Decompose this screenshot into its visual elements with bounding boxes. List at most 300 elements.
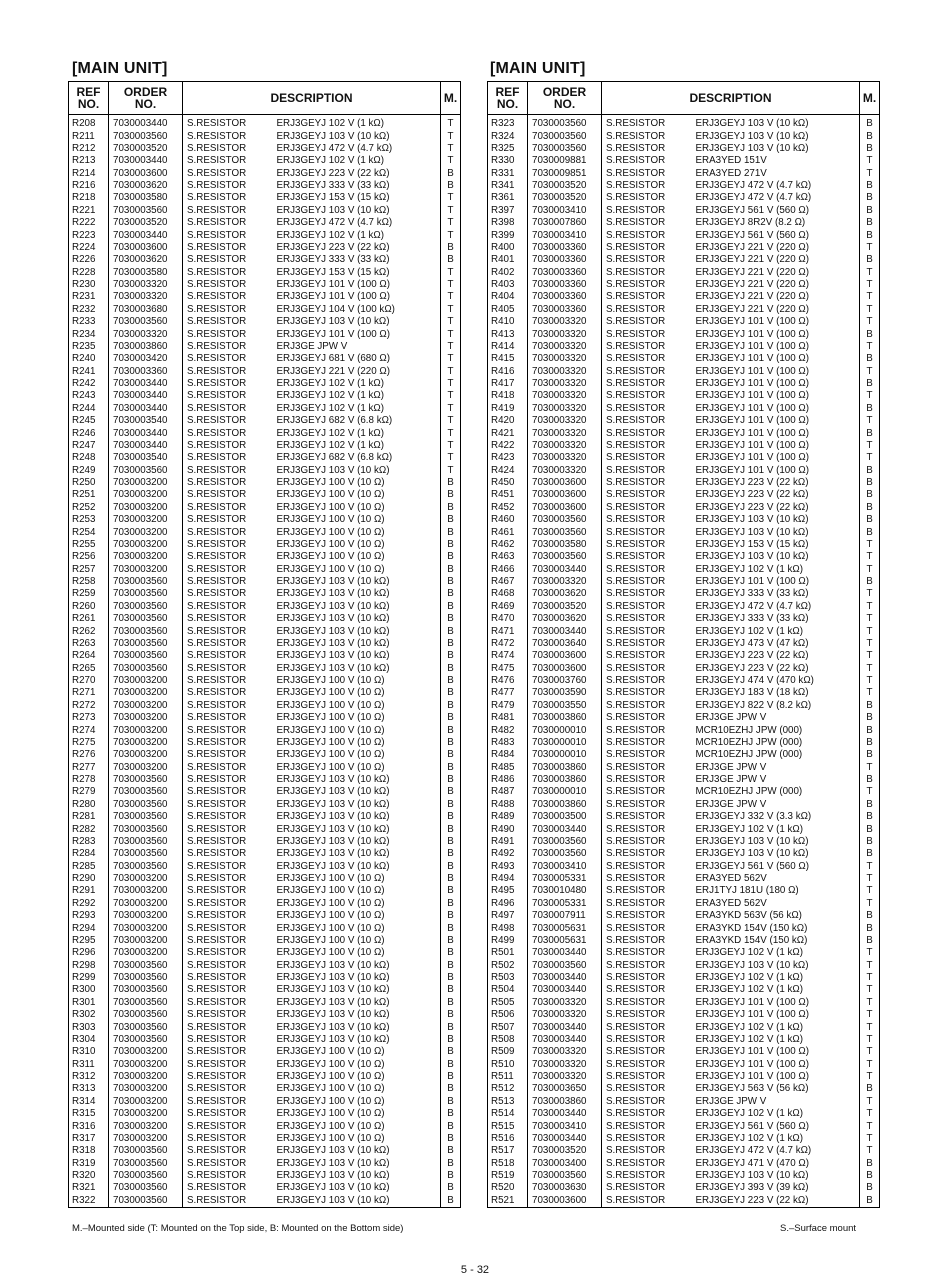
table-row [69,551,461,563]
part-type-cell: S.RESISTOR [187,1170,247,1182]
part-type-cell: S.RESISTOR [606,1194,666,1206]
ref-no-cell: R317 [69,1133,109,1145]
table-row [69,217,461,229]
description-cell: ERJ3GEYJ 103 V (10 kΩ) [692,836,860,848]
description-cell: ERA3YED 562V [692,898,860,910]
ref-no-cell: R486 [488,774,528,786]
ref-no-cell: R255 [69,539,109,551]
description-cell: ERJ3GEYJ 101 V (100 Ω) [692,316,860,328]
description-cell: ERJ3GEYJ 472 V (4.7 kΩ) [692,180,860,192]
ref-no-cell: R272 [69,700,109,712]
description-cell: ERJ3GEYJ 103 V (10 kΩ) [273,205,441,217]
mounted-side-legend: M.–Mounted side (T: Mounted on the Top side, B: Mounted on the Bottom side) [72,1223,404,1234]
mounted-side-cell: B [866,427,873,439]
order-no-cell: 7030003440 [109,403,183,415]
part-type-cell: S.RESISTOR [606,910,666,922]
description-cell: ERJ3GEYJ 473 V (47 kΩ) [692,638,860,650]
table-row [69,650,461,662]
part-type-cell: S.RESISTOR [606,563,666,575]
description-cell: ERJ3GEYJ 153 V (15 kΩ) [273,267,441,279]
ref-no-cell: R232 [69,304,109,316]
table-row [69,353,461,365]
mounted-side-cell: B [866,798,873,810]
description-cell: ERJ3GE JPW V [692,712,860,724]
part-type-cell: S.RESISTOR [606,972,666,984]
mounted-side-cell: B [447,254,454,266]
order-no-cell: 7030003560 [109,576,183,588]
order-no-cell: 7030005631 [528,935,602,947]
part-type-cell: S.RESISTOR [606,489,666,501]
table-row [69,997,461,1009]
description-cell: ERJ3GEYJ 101 V (100 Ω) [273,291,441,303]
mounted-side-cell: T [866,316,873,328]
part-type-cell: S.RESISTOR [187,860,247,872]
order-no-cell: 7030003200 [109,700,183,712]
ref-no-cell: R484 [488,749,528,761]
description-cell: ERJ3GEYJ 101 V (100 Ω) [692,465,860,477]
mounted-side-cell: T [866,675,873,687]
mounted-side-cell: B [866,1170,873,1182]
table-row [69,1195,461,1208]
part-type-cell: S.RESISTOR [606,1046,666,1058]
mounted-side-cell: B [447,1071,454,1083]
mounted-side-cell: T [447,130,454,142]
description-cell: ERJ3GEYJ 103 V (10 kΩ) [273,1170,441,1182]
part-type-cell: S.RESISTOR [187,811,247,823]
part-type-cell: S.RESISTOR [187,1021,247,1033]
part-type-cell: S.RESISTOR [187,254,247,266]
order-no-cell: 7030003560 [109,625,183,637]
description-cell: ERJ3GEYJ 223 V (22 kΩ) [692,489,860,501]
mounted-side-cell: T [447,229,454,241]
mounted-side-cell: B [447,1108,454,1120]
ref-no-cell: R292 [69,898,109,910]
table-row [69,489,461,501]
description-cell: ERJ3GEYJ 8R2V (8.2 Ω) [692,217,860,229]
table-row [69,1170,461,1182]
order-no-cell: 7030003320 [528,390,602,402]
ref-no-cell: R506 [488,1009,528,1021]
table-header-row [488,82,880,115]
description-cell: ERJ3GEYJ 100 V (10 Ω) [273,675,441,687]
table-row [69,786,461,798]
order-no-cell: 7030003620 [109,254,183,266]
mounted-side-cell: T [447,328,454,340]
description-cell: ERJ3GEYJ 103 V (10 kΩ) [273,588,441,600]
part-type-cell: S.RESISTOR [187,910,247,922]
table-row [488,947,880,959]
ref-no-cell: R361 [488,192,528,204]
ref-no-cell: R314 [69,1096,109,1108]
order-no-cell: 7030003200 [109,564,183,576]
part-type-cell: S.RESISTOR [187,390,247,402]
mounted-side-cell: T [866,1132,873,1144]
table-row [488,440,880,452]
description-cell: ERJ3GEYJ 102 V (1 kΩ) [273,115,441,131]
part-type-cell: S.RESISTOR [606,514,666,526]
table-row [488,638,880,650]
mounted-side-cell: T [866,996,873,1008]
order-no-cell: 7030003200 [109,1133,183,1145]
description-cell: ERJ3GEYJ 103 V (10 kΩ) [692,130,860,142]
description-cell: ERJ3GEYJ 103 V (10 kΩ) [273,650,441,662]
description-cell: ERJ3GEYJ 101 V (100 Ω) [692,452,860,464]
ref-no-cell: R283 [69,836,109,848]
description-cell: ERJ3GEYJ 682 V (6.8 kΩ) [273,415,441,427]
table-row [488,984,880,996]
part-type-cell: S.RESISTOR [187,1108,247,1120]
ref-no-cell: R273 [69,712,109,724]
order-no-cell: 7030003320 [528,427,602,439]
order-no-cell: 7030003440 [109,115,183,131]
mounted-side-cell: B [447,576,454,588]
description-cell: ERJ3GEYJ 100 V (10 Ω) [273,947,441,959]
mounted-side-cell: B [866,749,873,761]
table-row [488,155,880,167]
description-cell: ERJ3GE JPW V [692,1096,860,1108]
ref-no-cell: R450 [488,477,528,489]
description-cell: ERJ3GEYJ 221 V (220 Ω) [692,304,860,316]
table-row [69,799,461,811]
table-row [488,861,880,873]
mounted-side-cell: B [447,489,454,501]
ref-no-cell: R260 [69,601,109,613]
part-type-cell: S.RESISTOR [187,365,247,377]
ref-no-cell: R493 [488,861,528,873]
description-cell: ERJ3GEYJ 333 V (33 kΩ) [692,588,860,600]
description-cell: ERJ3GEYJ 103 V (10 kΩ) [273,960,441,972]
ref-no-cell: R216 [69,180,109,192]
part-type-cell: S.RESISTOR [187,378,247,390]
part-type-cell: S.RESISTOR [606,303,666,315]
order-no-cell: 7030007860 [528,217,602,229]
table-row [69,922,461,934]
mounted-side-cell: B [447,749,454,761]
table-row [69,465,461,477]
part-type-cell: S.RESISTOR [606,1120,666,1132]
part-type-cell: S.RESISTOR [187,724,247,736]
mounted-side-cell: T [866,761,873,773]
order-no-cell: 7030003440 [528,564,602,576]
mounted-side-cell: B [447,934,454,946]
order-no-cell: 7030003540 [109,415,183,427]
part-type-cell: S.RESISTOR [187,551,247,563]
table-row [69,1158,461,1170]
part-type-cell: S.RESISTOR [606,241,666,253]
table-row [69,267,461,279]
ref-no-cell: R485 [488,762,528,774]
mounted-side-cell: T [866,167,873,179]
order-no-cell: 7030003320 [528,378,602,390]
part-type-cell: S.RESISTOR [187,192,247,204]
mounted-side-cell: T [866,860,873,872]
table-row [488,811,880,823]
ref-no-cell: R410 [488,316,528,328]
table-row [488,960,880,972]
order-no-cell: 7030003440 [528,1021,602,1033]
mounted-side-cell: B [866,180,873,192]
mounted-side-cell: B [447,687,454,699]
description-cell: ERJ3GE JPW V [692,799,860,811]
order-no-cell: 7030003600 [109,242,183,254]
description-cell: ERJ3GEYJ 100 V (10 Ω) [273,1083,441,1095]
ref-no-cell: R331 [488,168,528,180]
order-no-cell: 7030003630 [528,1182,602,1194]
ref-no-cell: R254 [69,526,109,538]
ref-no-cell: R481 [488,712,528,724]
table-row [488,650,880,662]
description-cell: ERJ3GEYJ 102 V (1 kΩ) [273,229,441,241]
table-row [69,836,461,848]
part-type-cell: S.RESISTOR [606,1058,666,1070]
mounted-side-cell: T [866,279,873,291]
part-type-cell: S.RESISTOR [606,1095,666,1107]
ref-no-cell: R247 [69,440,109,452]
part-type-cell: S.RESISTOR [606,1182,666,1194]
description-cell: ERJ3GEYJ 101 V (100 Ω) [692,415,860,427]
mounted-side-cell: T [866,415,873,427]
table-row [69,390,461,402]
order-no-cell: 7030003560 [109,316,183,328]
table-row [488,229,880,241]
mounted-side-cell: B [447,835,454,847]
order-no-cell: 7030003620 [528,613,602,625]
mounted-side-cell: T [866,1108,873,1120]
description-cell: ERJ3GEYJ 103 V (10 kΩ) [273,465,441,477]
order-no-cell: 7030003600 [528,477,602,489]
description-cell: ERJ3GEYJ 100 V (10 Ω) [273,700,441,712]
description-cell: ERJ3GEYJ 183 V (18 kΩ) [692,687,860,699]
ref-no-cell: R508 [488,1034,528,1046]
mounted-side-cell: T [866,687,873,699]
table-row [69,229,461,241]
ref-no-cell: R468 [488,588,528,600]
mounted-side-cell: T [866,538,873,550]
table-row [69,1034,461,1046]
table-row [488,700,880,712]
order-no-cell: 7030000010 [528,737,602,749]
mounted-side-cell: T [866,340,873,352]
table-row [69,811,461,823]
order-no-cell: 7030003500 [528,811,602,823]
order-no-cell: 7030003320 [528,465,602,477]
description-cell: ERJ3GEYJ 822 V (8.2 kΩ) [692,700,860,712]
mounted-side-cell: T [866,291,873,303]
mounted-side-cell: B [866,378,873,390]
table-row [69,564,461,576]
ref-no-cell: R501 [488,947,528,959]
mounted-side-cell: B [447,588,454,600]
mounted-side-cell: T [866,873,873,885]
ref-no-cell: R451 [488,489,528,501]
table-row [488,390,880,402]
order-no-cell: 7030003440 [528,1108,602,1120]
description-cell: ERJ3GEYJ 561 V (560 Ω) [692,205,860,217]
description-cell: ERJ3GEYJ 102 V (1 kΩ) [273,390,441,402]
order-no-cell: 7030003560 [109,960,183,972]
description-cell: ERJ3GEYJ 103 V (10 kΩ) [273,576,441,588]
ref-no-cell: R279 [69,786,109,798]
mounted-side-cell: B [866,922,873,934]
ref-no-cell: R420 [488,415,528,427]
table-row [488,489,880,501]
table-row [69,1009,461,1021]
table-row [488,786,880,798]
part-type-cell: S.RESISTOR [187,637,247,649]
order-no-cell: 7030010480 [528,885,602,897]
order-no-cell: 7030003560 [109,205,183,217]
description-cell: ERJ3GEYJ 221 V (220 Ω) [273,366,441,378]
description-cell: ERJ3GEYJ 223 V (22 kΩ) [692,663,860,675]
part-type-cell: S.RESISTOR [187,1120,247,1132]
part-type-cell: S.RESISTOR [606,155,666,167]
table-row [488,502,880,514]
description-cell: MCR10EZHJ JPW (000) [692,786,860,798]
order-no-cell: 7030003440 [528,823,602,835]
mounted-side-cell: B [866,823,873,835]
description-cell: ERA3YKD 154V (150 kΩ) [692,935,860,947]
description-cell: ERJ3GEYJ 223 V (22 kΩ) [692,1195,860,1208]
description-cell: ERJ3GEYJ 103 V (10 kΩ) [273,130,441,142]
order-no-cell: 7030003550 [528,700,602,712]
ref-no-cell: R477 [488,687,528,699]
part-type-cell: S.RESISTOR [187,1132,247,1144]
part-type-cell: S.RESISTOR [606,712,666,724]
table-row [488,663,880,675]
order-no-cell: 7030003560 [528,848,602,860]
order-no-cell: 7030000010 [528,786,602,798]
order-no-cell: 7030003560 [528,960,602,972]
description-cell: ERJ3GEYJ 101 V (100 Ω) [692,353,860,365]
part-type-cell: S.RESISTOR [606,1157,666,1169]
order-no-cell: 7030003860 [528,1096,602,1108]
order-no-cell: 7030003360 [109,366,183,378]
ref-no-cell: R263 [69,638,109,650]
part-type-cell: S.RESISTOR [606,340,666,352]
table-row [488,675,880,687]
ref-no-cell: R313 [69,1083,109,1095]
part-type-cell: S.RESISTOR [187,897,247,909]
description-cell: MCR10EZHJ JPW (000) [692,737,860,749]
order-no-cell: 7030003200 [109,489,183,501]
description-cell: MCR10EZHJ JPW (000) [692,749,860,761]
table-row [488,465,880,477]
ref-no-cell: R278 [69,774,109,786]
table-row [488,687,880,699]
ref-no-cell: R298 [69,960,109,972]
mounted-side-cell: T [866,897,873,909]
mounted-side-cell: B [447,922,454,934]
part-type-cell: S.RESISTOR [606,316,666,328]
order-no-cell: 7030003200 [109,539,183,551]
table-row [488,762,880,774]
description-cell: ERJ3GEYJ 100 V (10 Ω) [273,514,441,526]
order-no-cell: 7030009851 [528,168,602,180]
part-type-cell: S.RESISTOR [187,786,247,798]
mounted-side-cell: T [447,340,454,352]
mounted-side-cell: B [447,675,454,687]
order-no-cell: 7030003200 [109,749,183,761]
mounted-side-cell: B [447,600,454,612]
description-cell: ERJ3GEYJ 100 V (10 Ω) [273,1059,441,1071]
order-no-cell: 7030003520 [528,601,602,613]
table-row [488,1021,880,1033]
description-cell: ERJ3GEYJ 100 V (10 Ω) [273,1108,441,1120]
ref-no-cell: R509 [488,1046,528,1058]
order-no-cell: 7030003590 [528,687,602,699]
description-cell: ERJ3GEYJ 102 V (1 kΩ) [273,403,441,415]
table-row [488,1133,880,1145]
table-row [69,1071,461,1083]
order-no-cell: 7030003440 [109,229,183,241]
ref-no-cell: R271 [69,687,109,699]
order-no-cell: 7030003200 [109,922,183,934]
description-cell: ERJ3GEYJ 471 V (470 Ω) [692,1158,860,1170]
part-type-cell: S.RESISTOR [187,1182,247,1194]
header-mounted-side: M. [441,82,461,115]
table-row [69,1133,461,1145]
part-type-cell: S.RESISTOR [606,353,666,365]
ref-no-cell: R246 [69,427,109,439]
part-type-cell: S.RESISTOR [187,922,247,934]
description-cell: ERJ3GEYJ 101 V (100 Ω) [692,378,860,390]
ref-no-cell: R276 [69,749,109,761]
description-cell: ERJ3GEYJ 103 V (10 kΩ) [273,663,441,675]
mounted-side-cell: T [866,551,873,563]
ref-no-cell: R275 [69,737,109,749]
left-section-title: [MAIN UNIT] [72,60,168,77]
order-no-cell: 7030003320 [109,279,183,291]
mounted-side-cell: T [447,142,454,154]
order-no-cell: 7030003320 [528,576,602,588]
mounted-side-cell: B [866,402,873,414]
ref-no-cell: R281 [69,811,109,823]
mounted-side-cell: B [866,1182,873,1194]
description-cell: ERA3YKD 563V (56 kΩ) [692,910,860,922]
ref-no-cell: R258 [69,576,109,588]
table-row [488,539,880,551]
part-type-cell: S.RESISTOR [187,1046,247,1058]
description-cell: ERJ3GEYJ 102 V (1 kΩ) [273,440,441,452]
ref-no-cell: R249 [69,465,109,477]
table-row [488,823,880,835]
ref-no-cell: R483 [488,737,528,749]
table-row [488,564,880,576]
table-row [488,737,880,749]
order-no-cell: 7030003560 [109,1021,183,1033]
description-cell: ERJ3GEYJ 103 V (10 kΩ) [273,786,441,798]
table-row [488,514,880,526]
ref-no-cell: R471 [488,625,528,637]
ref-no-cell: R226 [69,254,109,266]
description-cell: ERJ3GEYJ 101 V (100 Ω) [692,403,860,415]
description-cell: ERA3YKD 154V (150 kΩ) [692,922,860,934]
part-type-cell: S.RESISTOR [606,600,666,612]
description-cell: ERJ3GEYJ 100 V (10 Ω) [273,910,441,922]
part-type-cell: S.RESISTOR [606,402,666,414]
header-description: DESCRIPTION [602,82,860,115]
order-no-cell: 7030003600 [528,502,602,514]
table-row [488,922,880,934]
description-cell: ERJ3GEYJ 103 V (10 kΩ) [692,143,860,155]
description-cell: ERJ3GEYJ 101 V (100 Ω) [692,440,860,452]
mounted-side-cell: T [866,1071,873,1083]
table-row [488,217,880,229]
mounted-side-cell: T [447,217,454,229]
order-no-cell: 7030003560 [528,1170,602,1182]
table-row [488,1009,880,1021]
ref-no-cell: R321 [69,1182,109,1194]
